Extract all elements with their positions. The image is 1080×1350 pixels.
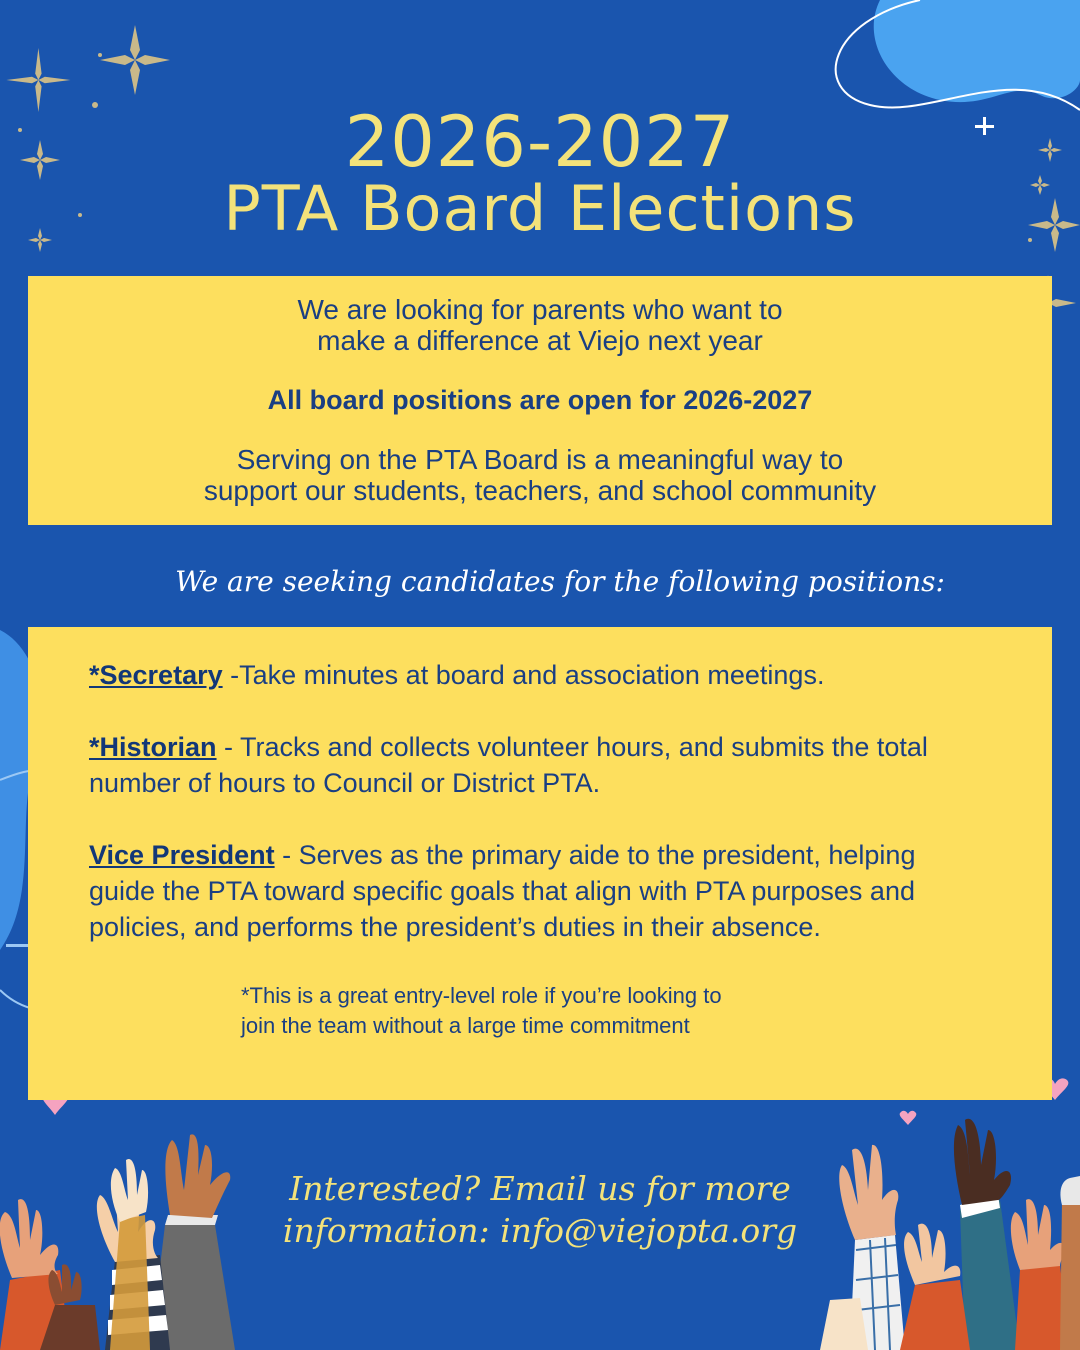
seeking-heading: We are seeking candidates for the following positions: [175,565,945,598]
position-name: *Secretary [89,660,223,690]
position-separator: - [216,732,241,762]
line-decoration [6,944,28,947]
open-positions-heading: All board positions are open for 2026-2027 [267,385,813,415]
position-description: Serves as the primary aide to the president, helping guide the PTA toward specific goals that align with PTA purposes and policies, and performs the president’s duties in their absence. [89,840,916,942]
contact-info [0,1168,1080,1252]
intro-panel [28,276,1052,525]
page-title: PTA Board Elections [223,172,857,245]
position-description: Tracks and collects volunteer hours, and submits the total number of hours to Council or District PTA. [89,732,928,798]
blob-decoration [836,0,1080,110]
position-secretary [89,657,982,693]
position-separator: - [222,660,240,690]
footnote [241,981,982,1041]
position-historian [89,729,982,801]
position-description: Take minutes at board and association meetings. [239,660,825,690]
footnote-line: join the team without a large time commitment [241,1013,690,1038]
position-name: *Historian [89,732,217,762]
line-decoration [0,990,30,1008]
positions-panel [28,627,1052,1100]
contact-email-line[interactable]: information: info@viejopta.org [282,1211,798,1250]
intro-line: make a difference at Viejo next year [317,325,763,356]
position-name: Vice President [89,840,275,870]
intro-line: Serving on the PTA Board is a meaningful way to [236,444,844,475]
footnote-line: *This is a great entry-level role if you’re looking to [241,983,722,1008]
position-vice-president [89,837,982,945]
contact-line: Interested? Email us for more [289,1169,791,1208]
title-year: 2026-2027 [344,101,736,183]
intro-line: We are looking for parents who want to [297,294,783,325]
intro-line: support our students, teachers, and school community [203,475,877,506]
position-separator: - [274,840,299,870]
